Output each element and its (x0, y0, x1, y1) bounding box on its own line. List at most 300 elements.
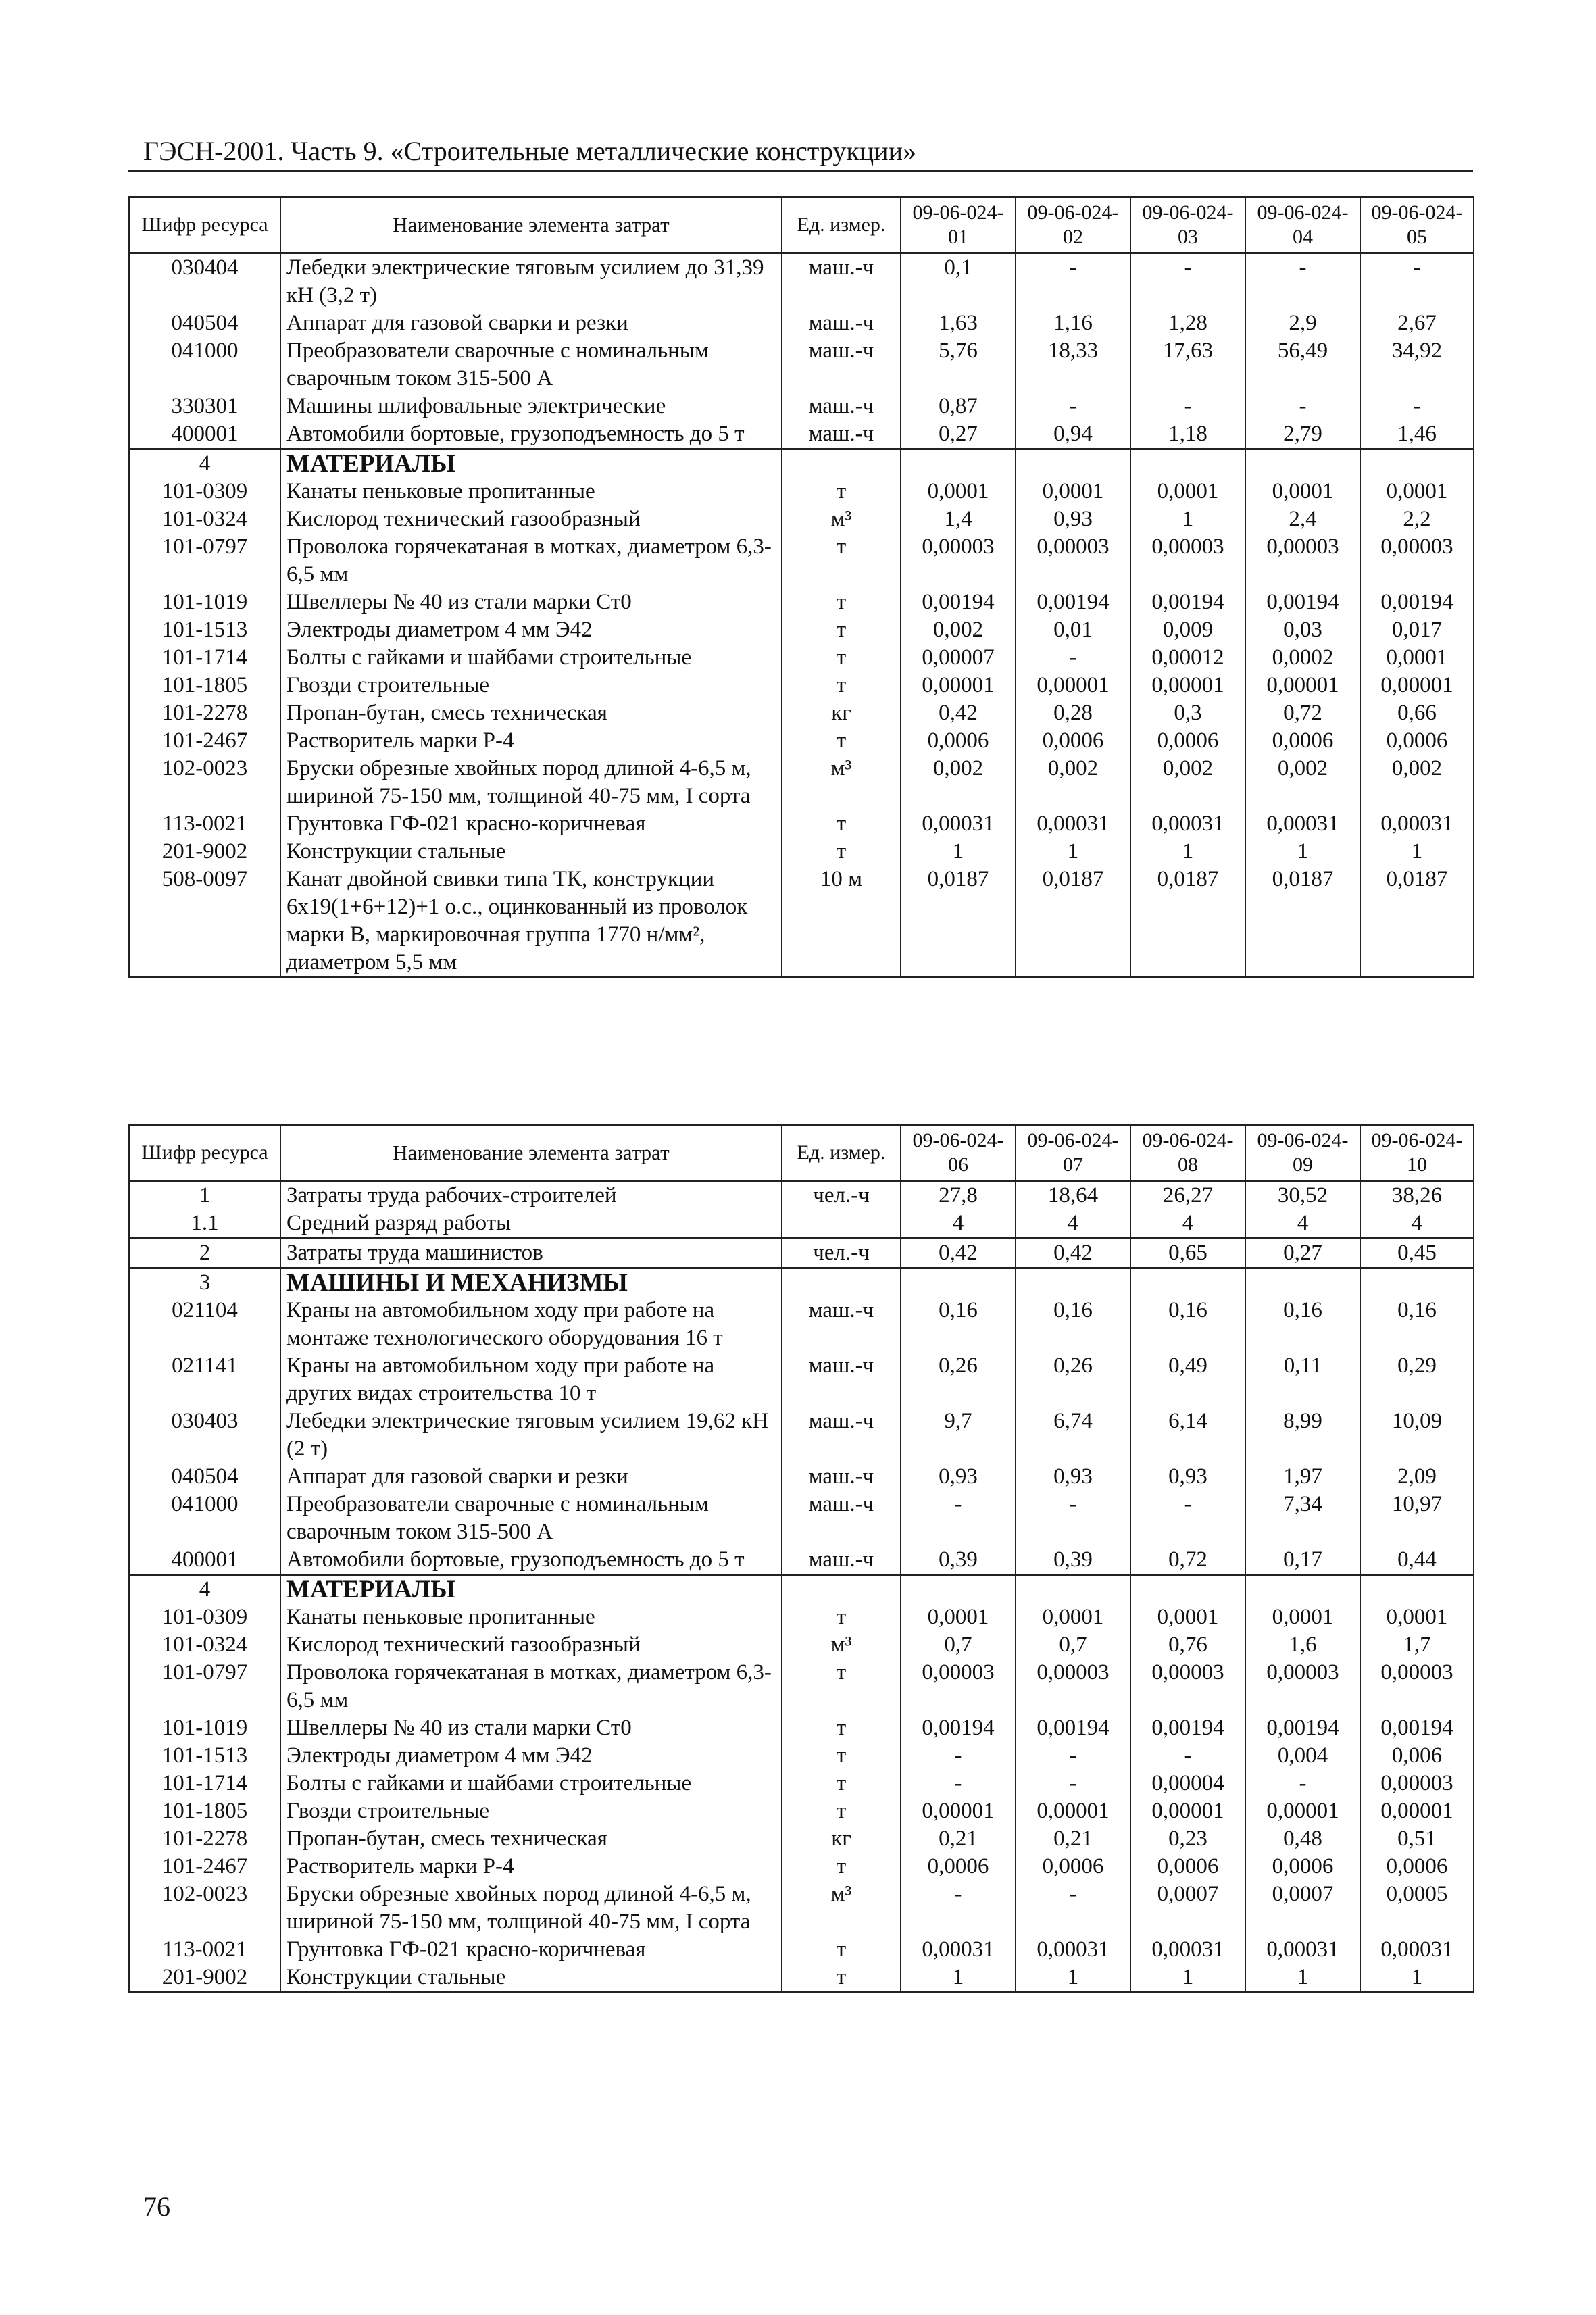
table-row (129, 1408, 1474, 1463)
resource-code: 041000 (129, 337, 280, 393)
resource-unit: т (782, 533, 901, 589)
norm-value: 0,00001 (901, 1797, 1016, 1825)
norm-value (1016, 1268, 1130, 1297)
norm-value: 18,64 (1016, 1181, 1130, 1210)
norm-value: 0,72 (1130, 1546, 1245, 1575)
norm-value: 0,00003 (1360, 1659, 1474, 1714)
norm-value: 0,0001 (1360, 644, 1474, 672)
norm-value: 0,0001 (901, 478, 1016, 505)
resource-name: Краны на автомобильном ходу при работе на монтаже технологического оборудования 16 т (280, 1297, 782, 1352)
norm-value: 0,0001 (1245, 1603, 1360, 1631)
resource-code: 101-2467 (129, 1853, 280, 1881)
norm-value: 2,09 (1360, 1463, 1474, 1491)
resource-name: МАТЕРИАЛЫ (280, 1575, 782, 1604)
resource-code: 101-0324 (129, 1631, 280, 1659)
resource-name: Преобразователи сварочные с номинальным сварочным током 315-500 А (280, 1491, 782, 1546)
norm-value: 1 (901, 1964, 1016, 1993)
resource-unit: маш.-ч (782, 337, 901, 393)
norm-value: 0,0006 (1130, 1853, 1245, 1881)
page-header: ГЭСН-2001. Часть 9. «Строительные металлические конструкции» (143, 136, 916, 166)
norm-value: 0,00001 (1130, 672, 1245, 699)
norm-value: 0,00003 (1360, 1770, 1474, 1797)
table-row (129, 1881, 1474, 1936)
norm-value: 0,65 (1130, 1239, 1245, 1268)
resource-unit: т (782, 1742, 901, 1770)
resource-name: Болты с гайками и шайбами строительные (280, 644, 782, 672)
norm-value: 27,8 (901, 1181, 1016, 1210)
norm-value: 0,00003 (1130, 1659, 1245, 1714)
resource-code: 101-1019 (129, 1714, 280, 1742)
norm-value: 0,002 (1130, 755, 1245, 810)
norm-value: 0,00031 (901, 810, 1016, 838)
resource-unit: м³ (782, 1881, 901, 1936)
resource-code: 030403 (129, 1408, 280, 1463)
norm-value: 5,76 (901, 337, 1016, 393)
norm-value: 0,0001 (1130, 1603, 1245, 1631)
norm-value: 26,27 (1130, 1181, 1245, 1210)
norm-value: - (901, 1881, 1016, 1936)
norm-value: 0,017 (1360, 616, 1474, 644)
norm-value: - (901, 1742, 1016, 1770)
norm-value: - (1130, 1491, 1245, 1546)
resource-name: Швеллеры № 40 из стали марки Ст0 (280, 1714, 782, 1742)
norm-value: 0,00007 (901, 644, 1016, 672)
norm-value: 0,21 (901, 1825, 1016, 1853)
resource-unit: кг (782, 1825, 901, 1853)
table-row (129, 1181, 1474, 1210)
resource-code: 030404 (129, 253, 280, 310)
norm-value: 0,17 (1245, 1546, 1360, 1575)
resource-code: 101-1714 (129, 1770, 280, 1797)
table-row (129, 1714, 1474, 1742)
resource-code: 330301 (129, 393, 280, 420)
resource-code: 4 (129, 1575, 280, 1604)
norm-value: 4 (901, 1210, 1016, 1239)
norm-value: 0,00003 (1130, 533, 1245, 589)
norm-value: 0,0187 (901, 866, 1016, 978)
norm-value: 1 (1016, 838, 1130, 866)
norm-value: 8,99 (1245, 1408, 1360, 1463)
resource-code: 021104 (129, 1297, 280, 1352)
resource-code: 101-1513 (129, 616, 280, 644)
resource-name: Автомобили бортовые, грузоподъемность до 5 т (280, 420, 782, 449)
norm-value: 0,0001 (1016, 1603, 1130, 1631)
norm-value: 1,97 (1245, 1463, 1360, 1491)
table-row (129, 1463, 1474, 1491)
norm-value: 0,93 (1016, 505, 1130, 533)
resource-unit: маш.-ч (782, 1352, 901, 1408)
section-row (129, 1268, 1474, 1297)
resource-unit: кг (782, 699, 901, 727)
norm-value: 0,0006 (901, 1853, 1016, 1881)
table-row (129, 309, 1474, 337)
norm-value (901, 1575, 1016, 1604)
resource-code: 201-9002 (129, 838, 280, 866)
norm-value: 1 (1245, 838, 1360, 866)
resource-name: Электроды диаметром 4 мм Э42 (280, 1742, 782, 1770)
norm-value: 0,00194 (1016, 589, 1130, 616)
norm-value: 0,27 (1245, 1239, 1360, 1268)
resource-name: Проволока горячекатаная в мотках, диаметром 6,3-6,5 мм (280, 533, 782, 589)
norm-value: 6,74 (1016, 1408, 1130, 1463)
resource-name: Швеллеры № 40 из стали марки Ст0 (280, 589, 782, 616)
norm-value: 0,93 (901, 1463, 1016, 1491)
header-code: Шифр ресурса (129, 1125, 280, 1181)
norm-value: 1,63 (901, 309, 1016, 337)
table-row (129, 866, 1474, 978)
norm-value: 1 (1245, 1964, 1360, 1993)
norm-value: 0,49 (1130, 1352, 1245, 1408)
norm-value: 10,97 (1360, 1491, 1474, 1546)
resource-code: 101-0309 (129, 1603, 280, 1631)
resource-code: 101-2278 (129, 699, 280, 727)
norm-value: 0,0187 (1245, 866, 1360, 978)
resource-unit: маш.-ч (782, 393, 901, 420)
norm-value: 0,002 (1016, 755, 1130, 810)
table-row (129, 1491, 1474, 1546)
norm-value: 0,00012 (1130, 644, 1245, 672)
norm-value: 1,46 (1360, 420, 1474, 449)
resource-code: 101-2278 (129, 1825, 280, 1853)
table-header-row (129, 197, 1474, 253)
header-unit: Ед. измер. (782, 1125, 901, 1181)
table-row (129, 838, 1474, 866)
norm-value: 0,00001 (1245, 1797, 1360, 1825)
norm-value: 0,51 (1360, 1825, 1474, 1853)
norm-value: 0,39 (901, 1546, 1016, 1575)
resource-code: 021141 (129, 1352, 280, 1408)
header-norm-code: 09-06-024-05 (1360, 197, 1474, 253)
norm-value: 1,18 (1130, 420, 1245, 449)
resource-name: Электроды диаметром 4 мм Э42 (280, 616, 782, 644)
header-norm-code: 09-06-024-01 (901, 197, 1016, 253)
resource-name: Бруски обрезные хвойных пород длиной 4-6,5 м, шириной 75-150 мм, толщиной 40-75 мм, I сорта (280, 755, 782, 810)
norm-value (1130, 1575, 1245, 1604)
table-row (129, 1352, 1474, 1408)
norm-value: 0,0006 (1360, 727, 1474, 755)
norm-value: 0,0001 (901, 1603, 1016, 1631)
resource-name: Грунтовка ГФ-021 красно-коричневая (280, 810, 782, 838)
norm-value: 0,00001 (1016, 672, 1130, 699)
resource-name: Бруски обрезные хвойных пород длиной 4-6,5 м, шириной 75-150 мм, толщиной 40-75 мм, I сорта (280, 1881, 782, 1936)
resource-table-1 (128, 196, 1473, 978)
norm-value: 0,66 (1360, 699, 1474, 727)
resource-unit: т (782, 727, 901, 755)
norm-value (1130, 1268, 1245, 1297)
resource-unit: т (782, 1853, 901, 1881)
table-row (129, 616, 1474, 644)
section-row (129, 449, 1474, 478)
resource-code: 113-0021 (129, 1936, 280, 1964)
resource-name: Конструкции стальные (280, 838, 782, 866)
norm-value: 4 (1245, 1210, 1360, 1239)
norm-value: - (1245, 393, 1360, 420)
norm-value: - (1130, 1742, 1245, 1770)
norm-value: 0,002 (901, 616, 1016, 644)
table-row (129, 505, 1474, 533)
norm-value: 0,0001 (1130, 478, 1245, 505)
resource-unit: т (782, 1964, 901, 1993)
norm-value: 0,21 (1016, 1825, 1130, 1853)
resource-unit: т (782, 1797, 901, 1825)
resource-code: 201-9002 (129, 1964, 280, 1993)
resource-unit: чел.-ч (782, 1181, 901, 1210)
resource-unit: маш.-ч (782, 1491, 901, 1546)
norm-value: 0,72 (1245, 699, 1360, 727)
header-norm-code: 09-06-024-03 (1130, 197, 1245, 253)
resource-name: Конструкции стальные (280, 1964, 782, 1993)
norm-value: 4 (1130, 1210, 1245, 1239)
header-code: Шифр ресурса (129, 197, 280, 253)
header-norm-code: 09-06-024-06 (901, 1125, 1016, 1181)
norm-value: - (1245, 1770, 1360, 1797)
norm-value: 1 (901, 838, 1016, 866)
norm-value (1130, 449, 1245, 478)
norm-value: 0,00003 (1016, 533, 1130, 589)
norm-value: 0,00001 (901, 672, 1016, 699)
resource-unit: маш.-ч (782, 1297, 901, 1352)
resource-code: 101-1805 (129, 1797, 280, 1825)
table-row (129, 810, 1474, 838)
norm-value: 0,00003 (901, 533, 1016, 589)
resource-code: 041000 (129, 1491, 280, 1546)
norm-value: 0,93 (1016, 1463, 1130, 1491)
table-row (129, 1936, 1474, 1964)
header-name: Наименование элемента затрат (280, 1125, 782, 1181)
resource-unit (782, 1268, 901, 1297)
resource-unit: т (782, 1770, 901, 1797)
resource-code: 101-1714 (129, 644, 280, 672)
table-row (129, 672, 1474, 699)
norm-value: 0,004 (1245, 1742, 1360, 1770)
resource-unit: т (782, 644, 901, 672)
norm-value: - (1016, 1742, 1130, 1770)
resource-unit: т (782, 1714, 901, 1742)
resource-name: Пропан-бутан, смесь техническая (280, 699, 782, 727)
norm-value: 2,2 (1360, 505, 1474, 533)
norm-value: 2,4 (1245, 505, 1360, 533)
norm-value (1016, 1575, 1130, 1604)
resource-unit: т (782, 589, 901, 616)
norm-value: 0,002 (901, 755, 1016, 810)
norm-value: - (1016, 1770, 1130, 1797)
resource-unit: 10 м (782, 866, 901, 978)
norm-value: 0,3 (1130, 699, 1245, 727)
norm-value: 0,00003 (1245, 533, 1360, 589)
norm-value (901, 449, 1016, 478)
norm-value: 0,00003 (901, 1659, 1016, 1714)
resource-name: Кислород технический газообразный (280, 1631, 782, 1659)
norm-value: 0,16 (1130, 1297, 1245, 1352)
norm-value: 0,45 (1360, 1239, 1474, 1268)
resource-unit (782, 1210, 901, 1239)
norm-value: 0,0007 (1245, 1881, 1360, 1936)
resource-unit: т (782, 478, 901, 505)
table-row (129, 1770, 1474, 1797)
norm-value: 0,00031 (1130, 810, 1245, 838)
norm-value: 7,34 (1245, 1491, 1360, 1546)
resource-code: 101-0324 (129, 505, 280, 533)
resource-unit: маш.-ч (782, 253, 901, 310)
norm-value: 2,9 (1245, 309, 1360, 337)
norm-value (1360, 1268, 1474, 1297)
resource-name: Кислород технический газообразный (280, 505, 782, 533)
resource-code: 101-0309 (129, 478, 280, 505)
norm-value: 0,0187 (1130, 866, 1245, 978)
resource-name: Грунтовка ГФ-021 красно-коричневая (280, 1936, 782, 1964)
resource-code: 101-1513 (129, 1742, 280, 1770)
norm-value: 0,29 (1360, 1352, 1474, 1408)
resource-unit (782, 449, 901, 478)
norm-value: 0,00194 (901, 1714, 1016, 1742)
norm-value: 0,11 (1245, 1352, 1360, 1408)
norm-value: 0,0005 (1360, 1881, 1474, 1936)
norm-value: 0,00003 (1245, 1659, 1360, 1714)
norm-value: 0,0006 (1130, 727, 1245, 755)
table-row (129, 1239, 1474, 1268)
resource-name: МАШИНЫ И МЕХАНИЗМЫ (280, 1268, 782, 1297)
norm-value (1245, 1268, 1360, 1297)
norm-value: 0,0006 (1016, 1853, 1130, 1881)
resource-code: 4 (129, 449, 280, 478)
norm-value: 0,1 (901, 253, 1016, 310)
norm-value: 0,94 (1016, 420, 1130, 449)
norm-value: - (1130, 393, 1245, 420)
norm-value: 4 (1016, 1210, 1130, 1239)
table-row (129, 755, 1474, 810)
norm-value: 0,0006 (1360, 1853, 1474, 1881)
norm-value: 0,16 (1245, 1297, 1360, 1352)
norm-value: 0,16 (1360, 1297, 1474, 1352)
norm-value: 0,00194 (1360, 589, 1474, 616)
resource-code: 113-0021 (129, 810, 280, 838)
resource-name: Лебедки электрические тяговым усилием 19,62 кН (2 т) (280, 1408, 782, 1463)
resource-unit: м³ (782, 755, 901, 810)
resource-name: Лебедки электрические тяговым усилием до 31,39 кН (3,2 т) (280, 253, 782, 310)
norm-value: 10,09 (1360, 1408, 1474, 1463)
resource-unit: маш.-ч (782, 1408, 901, 1463)
resource-name: Гвозди строительные (280, 1797, 782, 1825)
norm-value: 0,28 (1016, 699, 1130, 727)
table-row (129, 727, 1474, 755)
norm-value: 1,6 (1245, 1631, 1360, 1659)
norm-value: 0,01 (1016, 616, 1130, 644)
table-row (129, 1742, 1474, 1770)
resource-unit: маш.-ч (782, 1463, 901, 1491)
resource-code: 400001 (129, 1546, 280, 1575)
norm-value: 0,48 (1245, 1825, 1360, 1853)
norm-value: 0,0001 (1016, 478, 1130, 505)
resource-code: 040504 (129, 309, 280, 337)
norm-value: 0,00001 (1360, 1797, 1474, 1825)
resource-name: Затраты труда машинистов (280, 1239, 782, 1268)
resource-unit: т (782, 672, 901, 699)
resource-code: 101-1805 (129, 672, 280, 699)
norm-value: 0,0006 (1016, 727, 1130, 755)
norm-value: 0,00194 (1130, 589, 1245, 616)
norm-value: 0,0002 (1245, 644, 1360, 672)
header-norm-code: 09-06-024-07 (1016, 1125, 1130, 1181)
table-row (129, 1964, 1474, 1993)
table-row (129, 337, 1474, 393)
norm-value: 4 (1360, 1210, 1474, 1239)
header-norm-code: 09-06-024-04 (1245, 197, 1360, 253)
norm-value: 0,00031 (1016, 810, 1130, 838)
norm-value: 0,16 (1016, 1297, 1130, 1352)
norm-value: 0,00031 (1360, 1936, 1474, 1964)
resource-name: Краны на автомобильном ходу при работе на других видах строительства 10 т (280, 1352, 782, 1408)
norm-value: - (1245, 253, 1360, 310)
resource-code: 508-0097 (129, 866, 280, 978)
norm-value: - (1130, 253, 1245, 310)
norm-value: - (1360, 393, 1474, 420)
table-row (129, 644, 1474, 672)
norm-value: 0,03 (1245, 616, 1360, 644)
resource-table-2 (128, 1124, 1473, 1993)
norm-value: 0,0001 (1360, 1603, 1474, 1631)
norm-value: 0,00001 (1016, 1797, 1130, 1825)
norm-value: 0,16 (901, 1297, 1016, 1352)
norm-value: 0,23 (1130, 1825, 1245, 1853)
resource-unit: т (782, 838, 901, 866)
norm-value: 0,00031 (1360, 810, 1474, 838)
resource-name: Пропан-бутан, смесь техническая (280, 1825, 782, 1853)
resource-name: Машины шлифовальные электрические (280, 393, 782, 420)
resource-name: Канаты пеньковые пропитанные (280, 1603, 782, 1631)
norm-value: 0,00031 (1016, 1936, 1130, 1964)
norm-value: 0,42 (901, 699, 1016, 727)
resource-code: 101-0797 (129, 1659, 280, 1714)
norm-value: 0,44 (1360, 1546, 1474, 1575)
table-row (129, 533, 1474, 589)
norm-value (1360, 449, 1474, 478)
resource-unit: маш.-ч (782, 420, 901, 449)
norm-value: 0,0007 (1130, 1881, 1245, 1936)
norm-value: - (1016, 1491, 1130, 1546)
resource-code: 102-0023 (129, 755, 280, 810)
resource-name: Затраты труда рабочих-строителей (280, 1181, 782, 1210)
norm-value: - (1016, 644, 1130, 672)
table-row (129, 1297, 1474, 1352)
resource-name: Аппарат для газовой сварки и резки (280, 309, 782, 337)
header-norm-code: 09-06-024-09 (1245, 1125, 1360, 1181)
resource-code: 1.1 (129, 1210, 280, 1239)
resource-table (128, 1124, 1474, 1993)
norm-value: 0,00031 (1245, 1936, 1360, 1964)
norm-value: 38,26 (1360, 1181, 1474, 1210)
norm-value: 0,7 (1016, 1631, 1130, 1659)
norm-value: 0,009 (1130, 616, 1245, 644)
resource-name: Гвозди строительные (280, 672, 782, 699)
norm-value (1360, 1575, 1474, 1604)
resource-code: 102-0023 (129, 1881, 280, 1936)
norm-value: 0,0006 (1245, 727, 1360, 755)
norm-value: 34,92 (1360, 337, 1474, 393)
norm-value: 0,7 (901, 1631, 1016, 1659)
table-row (129, 1825, 1474, 1853)
norm-value: 0,00194 (901, 589, 1016, 616)
norm-value: 17,63 (1130, 337, 1245, 393)
resource-unit: чел.-ч (782, 1239, 901, 1268)
norm-value: 0,26 (901, 1352, 1016, 1408)
resource-table (128, 196, 1474, 978)
norm-value: 0,00194 (1130, 1714, 1245, 1742)
table-row (129, 1797, 1474, 1825)
norm-value: 56,49 (1245, 337, 1360, 393)
norm-value: 0,00194 (1016, 1714, 1130, 1742)
resource-name: МАТЕРИАЛЫ (280, 449, 782, 478)
norm-value: 0,76 (1130, 1631, 1245, 1659)
